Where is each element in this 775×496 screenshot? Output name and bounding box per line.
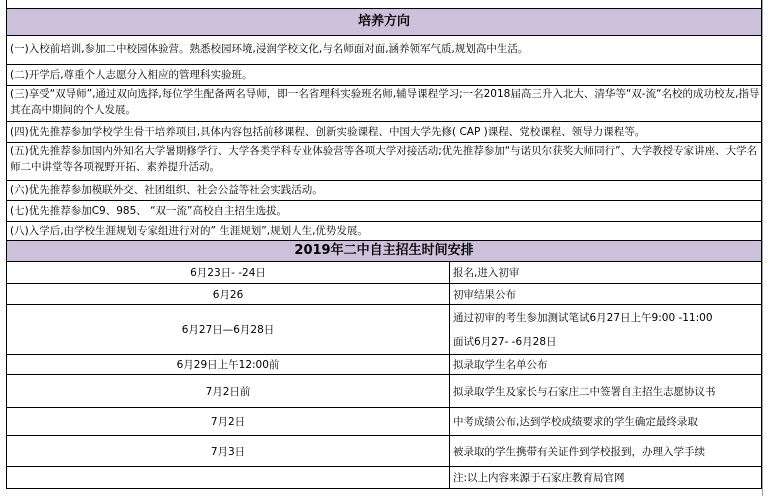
training-line-3: (三)享受“双导师”,通过双向选择,每位学生配备两名导师，即一名省理科实验班名师,辅导课程学习;一名2018届高三升入北大、清华等“双-流“名校的成功校友,指导其在高中期间的个人发展。 <box>6 86 762 122</box>
training-line-6: (六)优先推荐参加模联外交、社团组织、社会公益等社会实践活动。 <box>6 181 762 201</box>
training-line-8: (八)入学后,由学校生涯规划专家组进行对的” 生涯规划”,规划人生,优势发展。 <box>6 222 762 241</box>
schedule-date-3: 6月27日—6月28日 <box>6 305 450 355</box>
schedule-date-6: 7月2日 <box>6 408 450 436</box>
schedule-date-4: 6月29日上午12:00前 <box>6 355 450 375</box>
training-line-2: (二)开学后,尊重个人志愿分入相应的管理科实验班。 <box>6 65 762 86</box>
training-line-4: (四)优先推荐参加学校学生骨干培养项目,具体内容包括前移课程、创新实验课程、中国大学先修( CAP )课程、党校课程、领导力课程等。 <box>6 122 762 143</box>
source-note: 注:以上内容来源于石家庄教育局官网 <box>450 467 762 489</box>
top-remnant <box>6 0 762 8</box>
training-line-1: (一)入校前培训,参加二中校园体验营。熟悉校园环境,浸润学校文化,与名师面对面,涵养领军气质,规划高中生活。 <box>6 36 762 65</box>
schedule-event-5: 拟录取学生及家长与石家庄二中签署自主招生志愿协议书 <box>450 375 762 408</box>
schedule-event-4: 拟录取学生名单公布 <box>450 355 762 375</box>
schedule-date-2: 6月26 <box>6 284 450 305</box>
section-header-training: 培养方向 <box>6 8 762 36</box>
schedule-event-3-line2: 面试6月27- -6月28日 <box>453 336 557 349</box>
schedule-event-2: 初审结果公布 <box>450 284 762 305</box>
section-header-schedule: 2019年二中自主招生时间安排 <box>6 241 762 262</box>
schedule-date-1: 6月23日- -24日 <box>6 262 450 284</box>
schedule-date-5: 7月2日前 <box>6 375 450 408</box>
schedule-event-7: 被录取的学生携带有关证件到学校报到，办理入学手续 <box>450 436 762 467</box>
training-line-5: (五)优先推荐参加国内外知名大学暑期修学行、大学各类学科专业体验营等各项大学对接活动;优先推荐参加“与诺贝尔获奖大师同行”、大学教授专家讲座、大学名师二中讲堂等各项视野开拓、素养提升活动。 <box>6 143 762 181</box>
note-empty-cell <box>6 467 450 489</box>
schedule-event-6: 中考成绩公布,达到学校成绩要求的学生确定最终录取 <box>450 408 762 436</box>
schedule-event-3 <box>450 305 762 355</box>
schedule-event-3-line1: 通过初审的考生参加测试笔试6月27日上午9:00 -11:00 <box>453 311 713 324</box>
window-edge <box>762 0 775 496</box>
training-line-7: (七)优先推荐参加C9、985、 “双一流”高校自主招生选拔。 <box>6 201 762 222</box>
schedule-event-1: 报名,进入初审 <box>450 262 762 284</box>
schedule-date-7: 7月3日 <box>6 436 450 467</box>
